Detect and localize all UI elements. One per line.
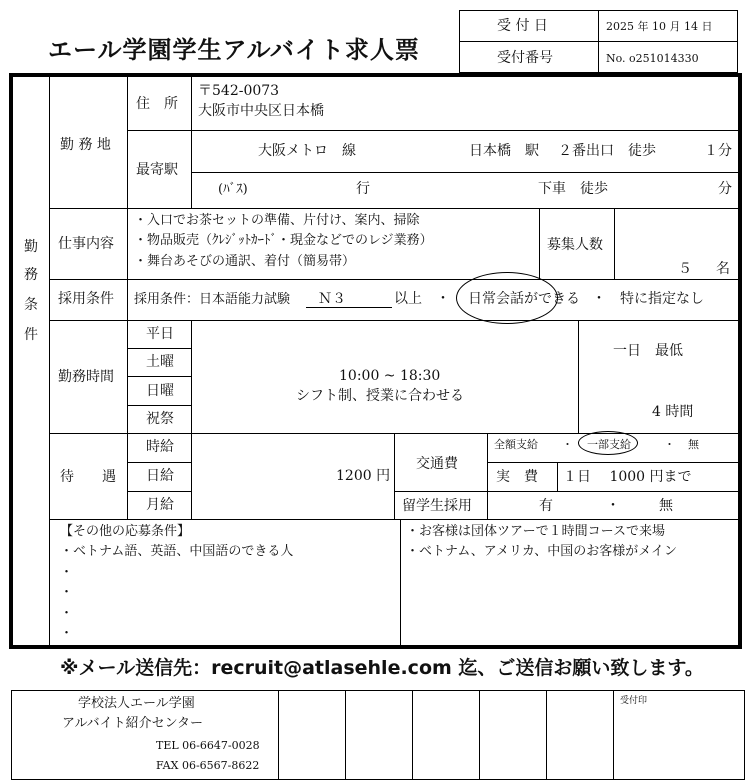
station-walk-minutes: １分 <box>704 143 732 159</box>
other-left-2: ・ <box>60 565 74 580</box>
station-label: 最寄駅 <box>136 162 178 178</box>
email-notice: ※メール送信先：recruit@atlasehle.com 迄、ご送信お願い致します。 <box>60 657 704 679</box>
recruit-count-unit: 名 <box>716 261 730 277</box>
transport-label: 交通費 <box>416 456 458 472</box>
main-form-frame <box>9 73 742 649</box>
bus-walk-minutes: 分 <box>718 181 732 197</box>
recruit-count-label: 募集人数 <box>547 237 603 253</box>
min-hours-value: 4 時間 <box>652 404 694 420</box>
hiring-above: 以上 ・ <box>394 291 450 307</box>
work-location-label: 勤 務 地 <box>60 137 111 153</box>
pay-label: 待 遇 <box>60 469 116 485</box>
side-label-3: 条 <box>24 297 38 313</box>
intl-student-label: 留学生採用 <box>402 498 472 514</box>
day-weekday: 平日 <box>146 326 174 342</box>
daily-pay-value: 1200 円 <box>336 468 391 484</box>
station-name: 日本橋 駅 <box>469 143 539 159</box>
hiring-prefix: 採用条件：日本語能力試験 <box>134 292 291 307</box>
recruit-count-value: ５ <box>678 261 692 277</box>
receipt-date-value: 2025 年 10 月 14 日 <box>606 20 713 33</box>
stamp-label: 受付印 <box>620 696 648 706</box>
other-right-2: ・ベトナム、アメリカ、中国のお客様がメイン <box>406 544 678 559</box>
actual-cost-label: 実 費 <box>496 469 538 485</box>
day-saturday: 土曜 <box>146 354 174 370</box>
receipt-date-label: 受 付 日 <box>497 18 548 34</box>
job-label: 仕事内容 <box>58 236 114 252</box>
transport-partial: 一部支給 <box>587 438 631 451</box>
day-sunday: 日曜 <box>146 383 174 399</box>
receipt-number-value: No. o251014330 <box>606 52 699 65</box>
transport-sep-1: ・ <box>562 438 573 451</box>
job-item-1: ・入口でお茶セットの準備、片付け、案内、掃除 <box>134 213 420 228</box>
intl-sep: ・ <box>606 498 620 514</box>
side-label-1: 勤 <box>24 239 38 255</box>
actual-cost-value: １日 1000 円まで <box>563 469 692 485</box>
bus-destination: 行 <box>356 181 370 197</box>
transport-sep-2: ・ <box>664 438 675 451</box>
footer-fax: FAX 06-6567-8622 <box>156 759 260 772</box>
other-left-3: ・ <box>60 585 74 600</box>
intl-no: 無 <box>659 498 673 514</box>
postal-code: 〒542-0073 <box>198 83 280 99</box>
hiring-label: 採用条件 <box>58 291 114 307</box>
day-holiday: 祝祭 <box>146 411 174 427</box>
other-left-4: ・ <box>60 606 74 621</box>
conversational-circle-mark <box>456 272 558 324</box>
hiring-level: Ｎ３ <box>318 291 346 307</box>
side-label-4: 件 <box>24 327 38 343</box>
monthly-label: 月給 <box>146 497 174 513</box>
job-item-3: ・舞台あそびの通訳、着付（簡易帯） <box>134 254 356 269</box>
transport-none: 無 <box>688 438 699 451</box>
hiring-no-requirement: ・ 特に指定なし <box>592 291 704 307</box>
bus-getoff: 下車 徒歩 <box>538 181 608 197</box>
station-exit: ２番出口 徒歩 <box>558 143 656 159</box>
page-title: エール学園学生アルバイト求人票 <box>48 35 420 64</box>
intl-yes: 有 <box>539 498 553 514</box>
daily-label: 日給 <box>146 468 174 484</box>
partial-circle-mark <box>578 431 638 455</box>
address-value: 大阪市中央区日本橋 <box>198 103 324 119</box>
bus-label: (ﾊﾞｽ) <box>218 182 248 197</box>
other-right-1: ・お客様は団体ツアーで１時間コースで来場 <box>406 524 665 539</box>
receipt-number-label: 受付番号 <box>497 50 553 66</box>
other-left-5: ・ <box>60 626 74 641</box>
transport-full: 全額支給 <box>494 438 538 451</box>
footer-org-2: アルバイト紹介センター <box>62 716 204 731</box>
other-heading: 【その他の応募条件】 <box>60 524 191 539</box>
hours-label: 勤務時間 <box>58 369 114 385</box>
footer-tel: TEL 06-6647-0028 <box>156 739 260 752</box>
min-hours-label: 一日 最低 <box>613 343 683 359</box>
hourly-label: 時給 <box>146 439 174 455</box>
job-item-2: ・物品販売（ｸﾚｼﾞｯﾄｶｰﾄﾞ・現金などでのレジ業務） <box>134 233 433 248</box>
side-label-2: 務 <box>24 267 38 283</box>
other-left-1: ・ベトナム語、英語、中国語のできる人 <box>60 544 294 559</box>
hiring-conversational: 日常会話ができる <box>468 291 580 307</box>
footer-org-1: 学校法人エール学園 <box>78 696 195 711</box>
work-time-note: シフト制、授業に合わせる <box>296 388 464 404</box>
station-line: 大阪メトロ 線 <box>258 143 356 159</box>
address-label: 住 所 <box>136 96 178 112</box>
work-time: 10:00 ~ 18:30 <box>339 368 441 384</box>
